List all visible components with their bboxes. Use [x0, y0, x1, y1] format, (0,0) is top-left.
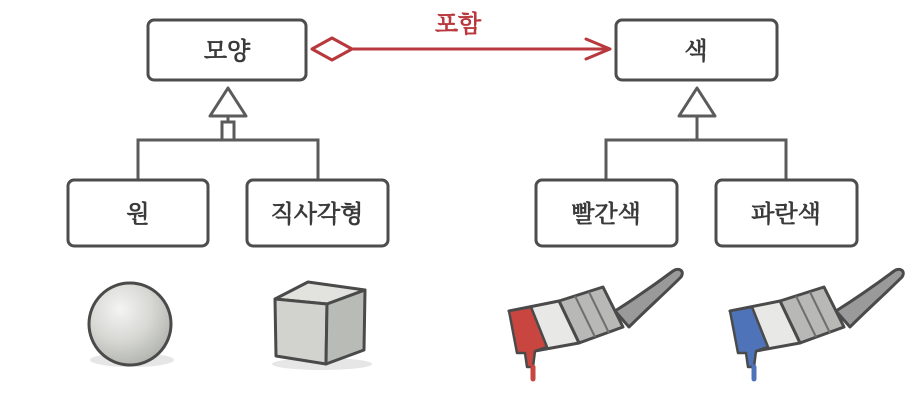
- color-class-box: [616, 20, 777, 80]
- shape-inheritance-connector: [138, 88, 318, 180]
- color-inheritance-connector: [606, 88, 786, 180]
- blue-class-label: 파란색: [751, 200, 821, 228]
- relation-label: 포함: [434, 10, 482, 38]
- shape-class-box: [148, 20, 306, 80]
- circle-class-box: [68, 180, 208, 246]
- red-class-box: [536, 180, 677, 246]
- square-class-box: [247, 180, 388, 246]
- color-class-label: 색: [684, 37, 708, 65]
- shape-class-label: 모양: [203, 37, 251, 65]
- blue-paintbrush-icon: [730, 269, 903, 379]
- circle-class-label: 원: [126, 200, 150, 228]
- red-class-label: 빨간색: [571, 200, 641, 228]
- cube-icon: [272, 282, 372, 370]
- square-class-label: 직사각형: [270, 200, 364, 228]
- red-paintbrush-icon: [509, 269, 682, 379]
- blue-class-box: [716, 180, 857, 246]
- sphere-icon: [89, 283, 174, 367]
- aggregation-arrow: [312, 38, 610, 60]
